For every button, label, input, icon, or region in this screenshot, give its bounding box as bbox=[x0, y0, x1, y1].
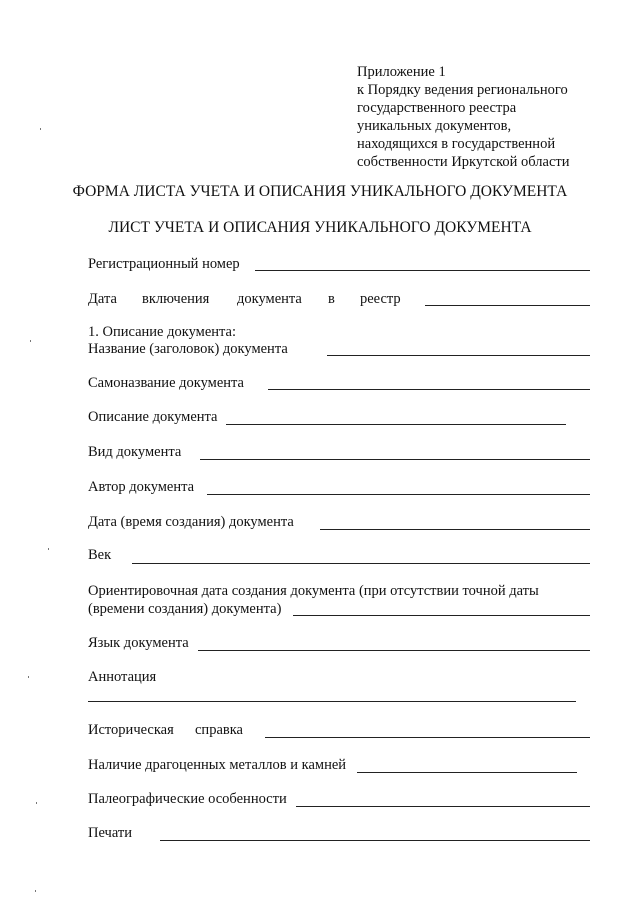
scan-speck bbox=[36, 802, 37, 804]
scan-speck bbox=[28, 676, 29, 678]
author-label: Автор документа bbox=[88, 479, 195, 495]
approx-date-field[interactable] bbox=[293, 615, 590, 616]
section-1-heading: 1. Описание документа: bbox=[88, 324, 236, 340]
history-label bbox=[88, 721, 174, 739]
scan-speck bbox=[48, 548, 49, 550]
date-included-field[interactable] bbox=[425, 305, 590, 306]
annotation-label: Аннотация bbox=[88, 669, 157, 685]
approx-date-label-cont: (времени создания) документа) bbox=[88, 601, 282, 617]
sheet-title: ЛИСТ УЧЕТА И ОПИСАНИЯ УНИКАЛЬНОГО ДОКУМЕНТА bbox=[108, 219, 532, 236]
precious-field[interactable] bbox=[357, 772, 577, 773]
language-label: Язык документа bbox=[88, 635, 189, 651]
reference-word: справка bbox=[195, 722, 243, 738]
doc-type-label: Вид документа bbox=[88, 444, 182, 460]
scan-speck bbox=[30, 340, 31, 342]
language-field[interactable] bbox=[198, 650, 590, 651]
date-included-label bbox=[328, 290, 335, 308]
title-doc-field[interactable] bbox=[327, 355, 590, 356]
doc-type-field[interactable] bbox=[200, 459, 590, 460]
creation-date-field[interactable] bbox=[320, 529, 590, 530]
date-included-label bbox=[360, 290, 401, 308]
history-label bbox=[195, 721, 243, 739]
date-included-label bbox=[142, 290, 209, 308]
registry-word: реестр bbox=[360, 291, 401, 307]
author-field[interactable] bbox=[207, 494, 590, 495]
paleography-field[interactable] bbox=[296, 806, 590, 807]
self-name-label: Самоназвание документа bbox=[88, 375, 244, 391]
date-word: Дата bbox=[88, 291, 117, 307]
appendix-line: находящихся в государственной bbox=[357, 136, 556, 152]
included-word: включения bbox=[142, 291, 210, 307]
appendix-line: собственности Иркутской области bbox=[357, 154, 570, 170]
appendix-header bbox=[357, 63, 627, 171]
scan-speck bbox=[40, 128, 41, 130]
century-field[interactable] bbox=[132, 563, 590, 564]
seals-field[interactable] bbox=[160, 840, 590, 841]
appendix-line: государственного реестра bbox=[357, 100, 517, 116]
creation-date-label: Дата (время создания) документа bbox=[88, 514, 294, 530]
reg-number-label: Регистрационный номер bbox=[88, 256, 240, 272]
paleography-label: Палеографические особенности bbox=[88, 791, 287, 807]
date-included-label bbox=[88, 290, 117, 308]
reg-number-field[interactable] bbox=[255, 270, 590, 271]
precious-label: Наличие драгоценных металлов и камней bbox=[88, 757, 347, 773]
date-included-label bbox=[237, 290, 302, 308]
document-word: документа bbox=[237, 291, 302, 307]
appendix-line: Приложение 1 bbox=[357, 64, 446, 80]
seals-label: Печати bbox=[88, 825, 132, 841]
century-label: Век bbox=[88, 547, 112, 563]
description-field[interactable] bbox=[226, 424, 566, 425]
approx-date-label: Ориентировочная дата создания документа (при отсутствии точной даты bbox=[88, 583, 539, 599]
self-name-field[interactable] bbox=[268, 389, 590, 390]
scan-speck bbox=[35, 890, 36, 892]
history-word: Историческая bbox=[88, 722, 174, 738]
annotation-field[interactable] bbox=[88, 701, 576, 702]
title-doc-label: Название (заголовок) документа bbox=[88, 341, 288, 357]
form-title: ФОРМА ЛИСТА УЧЕТА И ОПИСАНИЯ УНИКАЛЬНОГО ДОКУМЕНТА bbox=[72, 183, 568, 200]
in-word: в bbox=[328, 291, 335, 307]
history-field[interactable] bbox=[265, 737, 590, 738]
description-label: Описание документа bbox=[88, 409, 218, 425]
appendix-line: к Порядку ведения регионального bbox=[357, 82, 568, 98]
appendix-line: уникальных документов, bbox=[357, 118, 512, 134]
